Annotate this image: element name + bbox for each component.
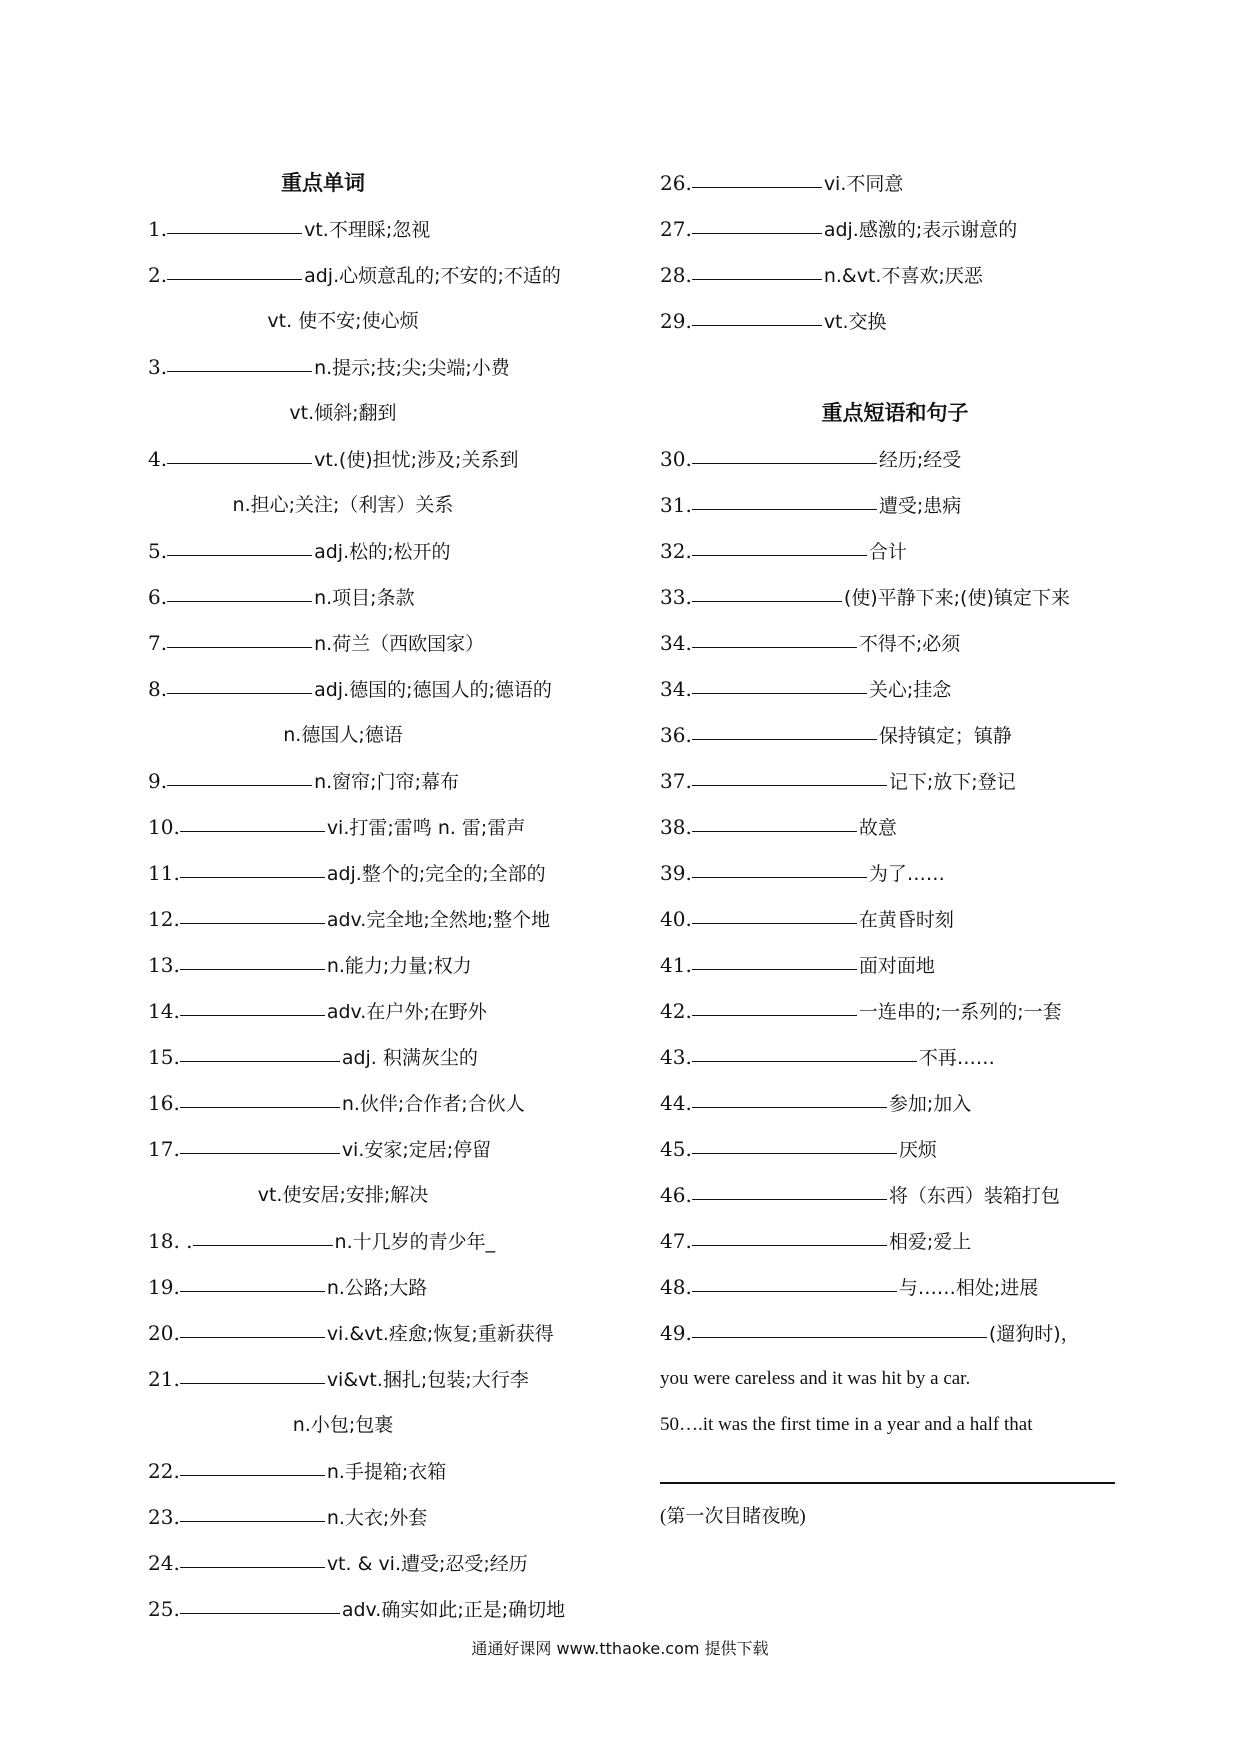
item-number: 5. [148,539,168,563]
item-meaning: vi.不同意 [823,173,904,195]
item-number: 38. [660,815,692,839]
item-number: 36. [660,723,692,747]
item-meaning: n.大衣;外套 [326,1507,428,1529]
item-meaning: (遛狗时)， [988,1323,1080,1345]
item-meaning: adv.完全地;全然地;整个地 [326,909,551,931]
item-meaning: adj.整个的;完全的;全部的 [326,863,546,885]
list-item [148,1034,638,1080]
item-number: 28. [660,263,692,287]
left-column [148,160,638,1632]
sentence-50: 50….it was the first time in a year and a half that [660,1414,1033,1435]
item-number: 27. [660,217,692,241]
item-meaning: 参加;加入 [888,1093,972,1115]
item-number: 6. [148,585,168,609]
item-meaning: adj.松的;松开的 [314,541,451,563]
answer-blank[interactable] [180,1589,340,1614]
item-number: 2. [148,263,168,287]
item-number: 4. [148,447,168,471]
list-item [660,1080,1130,1126]
item-number: 20. [148,1321,180,1345]
item-number: 15. [148,1045,180,1069]
answer-blank[interactable] [692,991,857,1016]
item-meaning: adj.德国的;德国人的;德语的 [314,679,552,701]
item-meaning: 将（东西）装箱打包 [888,1185,1060,1207]
item-meaning: vt. & vi.遭受;忍受;经历 [326,1553,528,1575]
answer-blank[interactable] [692,531,867,556]
item-number: 34. [660,631,692,655]
word-list [148,206,638,1632]
answer-blank[interactable] [692,807,857,832]
item-number: 8. [148,677,168,701]
list-item [660,1310,1130,1356]
item-number: 11. [148,861,180,885]
item-meaning: n.窗帘;门帘;幕布 [314,771,459,793]
list-item [148,1448,638,1494]
spacer [660,344,1130,390]
answer-blank[interactable] [692,1037,917,1062]
item-number: 13. [148,953,180,977]
item-number: 10. [148,815,180,839]
answer-blank[interactable] [167,531,312,556]
item-meaning: n.提示;技;尖;尖端;小费 [314,357,510,379]
item-meaning: vt.交换 [823,311,887,333]
list-item [148,942,638,988]
answer-blank[interactable] [167,255,302,280]
item-meaning: 故意 [858,817,897,839]
item-meaning: n.项目;条款 [314,587,415,609]
item-number: 23. [148,1505,180,1529]
item-number: 21. [148,1367,180,1391]
list-item [148,1126,638,1172]
item-meaning: adj.感激的;表示谢意的 [823,219,1018,241]
item-number: 47. [660,1229,692,1253]
item-number: 22. [148,1459,180,1483]
item-number: 25. [148,1597,180,1621]
item-meaning: 保持镇定；镇静 [878,725,1012,747]
list-item [148,1356,638,1402]
item-number: 1. [148,217,168,241]
list-item [148,896,638,942]
list-item [148,1586,638,1632]
list-item [660,1034,1130,1080]
right-column [660,160,1130,1540]
item-number: 14. [148,999,180,1023]
item-meaning: adv.在户外;在野外 [326,1001,487,1023]
item-meaning: 与……相处;进展 [898,1277,1039,1299]
answer-blank[interactable] [692,1221,887,1246]
list-item [660,436,1130,482]
answer-blank[interactable] [167,669,312,694]
list-item [148,206,638,252]
list-item [148,1310,638,1356]
list-item [660,1172,1130,1218]
list-item [660,804,1130,850]
item-number: 16. [148,1091,180,1115]
item-meaning: 厌烦 [898,1139,937,1161]
item-meaning: 相爱;爱上 [888,1231,972,1253]
item-number: 44. [660,1091,692,1115]
list-item [660,1264,1130,1310]
item-meaning-continued: n.小包;包裹 [292,1414,394,1436]
item-number: 45. [660,1137,692,1161]
sentence-50-note: (第一次目睹夜晚) [660,1506,806,1527]
list-item [660,620,1130,666]
item-number: 12. [148,907,180,931]
item-number: 46. [660,1183,692,1207]
answer-blank[interactable] [692,485,877,510]
answer-blank[interactable] [692,761,887,786]
list-item [660,712,1130,758]
item-meaning: 记下;放下;登记 [888,771,1016,793]
item-meaning: 面对面地 [858,955,935,977]
list-item [660,160,1130,206]
item-meaning: 不再…… [918,1047,995,1069]
list-item [148,344,638,390]
list-item [660,896,1130,942]
answer-blank[interactable] [180,1037,340,1062]
word-list-continued [660,160,1130,344]
item-meaning: vi&vt.捆扎;包装;大行李 [326,1369,529,1391]
list-item [148,804,638,850]
answer-blank[interactable] [167,347,312,372]
item-meaning-continued: n.德国人;德语 [283,724,403,746]
item-meaning: vt.不理睬;忽视 [304,219,431,241]
item-number: 32. [660,539,692,563]
item-number: 30. [660,447,692,471]
answer-blank[interactable] [692,1083,887,1108]
answer-blank[interactable] [692,945,857,970]
answer-blank[interactable] [692,715,877,740]
item-meaning-continued: vt.倾斜;翻到 [289,402,397,424]
item-meaning: vi.安家;定居;停留 [341,1139,492,1161]
item-meaning: 遭受;患病 [878,495,962,517]
list-item [660,528,1130,574]
item-meaning-continued: n.担心;关注;（利害）关系 [232,494,454,516]
answer-blank[interactable] [692,1313,987,1338]
answer-blank[interactable] [180,1359,325,1384]
item-meaning: 在黄昏时刻 [858,909,954,931]
item-number: 41. [660,953,692,977]
list-item [660,758,1130,804]
item-number: 3. [148,355,168,379]
item-meaning: n.公路;大路 [326,1277,428,1299]
answer-blank[interactable] [692,669,867,694]
item-meaning: adv.确实如此;正是;确切地 [341,1599,566,1621]
section-heading-phrases: 重点短语和句子 [821,400,969,425]
item-meaning: n.伙伴;合作者;合伙人 [341,1093,525,1115]
item-meaning: n.能力;力量;权力 [326,955,472,977]
answer-blank[interactable] [180,1083,340,1108]
sentence-49-continuation: you were careless and it was hit by a car. [660,1368,971,1389]
item-meaning: vt.(使)担忧;涉及;关系到 [314,449,519,471]
list-item [148,1218,638,1264]
item-number: 7. [148,631,168,655]
answer-blank[interactable] [692,577,842,602]
item-number: 37. [660,769,692,793]
item-number: 33. [660,585,692,609]
answer-blank[interactable] [692,209,822,234]
list-item [660,1218,1130,1264]
answer-blank[interactable] [167,439,312,464]
answer-blank[interactable] [180,1129,340,1154]
item-number: 39. [660,861,692,885]
sentence-50-answer-blank[interactable] [660,1448,1130,1494]
list-item [660,1126,1130,1172]
item-number: 17. [148,1137,180,1161]
answer-blank[interactable] [180,1543,325,1568]
answer-blank[interactable] [180,807,325,832]
list-item [148,988,638,1034]
list-item [148,1264,638,1310]
item-number: 42. [660,999,692,1023]
item-number: 19. [148,1275,180,1299]
list-item [148,1080,638,1126]
item-meaning: 为了…… [868,863,945,885]
item-meaning: n.&vt.不喜欢;厌恶 [823,265,983,287]
section-heading-words: 重点单词 [281,170,365,195]
list-item [660,482,1130,528]
phrase-list [660,436,1130,1356]
list-item [660,850,1130,896]
footer-credit: 通通好课网 www.tthaoke.com 提供下载 [471,1639,769,1658]
list-item [660,298,1130,344]
item-meaning-continued: vt. 使不安;使心烦 [267,310,419,332]
item-meaning: 关心;挂念 [868,679,952,701]
answer-blank[interactable] [692,439,877,464]
answer-blank[interactable] [692,1129,897,1154]
item-meaning: adj. 积满灰尘的 [341,1047,478,1069]
item-number: 34. [660,677,692,701]
list-item [660,942,1130,988]
item-meaning: 一连串的;一系列的;一套 [858,1001,1062,1023]
item-number: 9. [148,769,168,793]
answer-blank[interactable] [180,899,325,924]
item-meaning: (使)平静下来;(使)镇定下来 [843,587,1070,609]
answer-blank[interactable] [180,853,325,878]
list-item [148,252,638,298]
answer-blank[interactable] [193,1221,333,1246]
item-number: 48. [660,1275,692,1299]
answer-blank[interactable] [180,1497,325,1522]
item-meaning: 经历;经受 [878,449,962,471]
answer-blank[interactable] [180,1267,325,1292]
list-item [660,574,1130,620]
answer-blank[interactable] [180,1451,325,1476]
list-item [148,528,638,574]
item-meaning: n.荷兰（西欧国家） [314,633,485,655]
answer-blank[interactable] [167,623,312,648]
answer-blank[interactable] [692,853,867,878]
answer-blank[interactable] [180,1313,325,1338]
item-meaning: 合计 [868,541,907,563]
list-item [148,758,638,804]
list-item [660,206,1130,252]
item-meaning-continued: vt.使安居;安排;解决 [257,1184,429,1206]
answer-blank[interactable] [167,209,302,234]
list-item [148,436,638,482]
list-item [148,666,638,712]
answer-blank[interactable] [692,899,857,924]
answer-blank[interactable] [692,163,822,188]
item-meaning: vi.&vt.痊愈;恢复;重新获得 [326,1323,554,1345]
answer-blank[interactable] [180,991,325,1016]
answer-blank[interactable] [167,761,312,786]
answer-blank[interactable] [692,623,857,648]
item-meaning: n.手提箱;衣箱 [326,1461,447,1483]
list-item [660,666,1130,712]
item-number: 49. [660,1321,692,1345]
item-number: 24. [148,1551,180,1575]
answer-blank[interactable] [692,1267,897,1292]
answer-blank[interactable] [180,945,325,970]
item-meaning: n.十几岁的青少年_ [334,1231,496,1253]
list-item [148,620,638,666]
item-number: 40. [660,907,692,931]
item-number: 43. [660,1045,692,1069]
item-number: 18. . [148,1229,193,1253]
item-number: 26. [660,171,692,195]
answer-blank[interactable] [692,1175,887,1200]
item-meaning: vi.打雷;雷鸣 n. 雷;雷声 [326,817,526,839]
answer-blank[interactable] [692,301,822,326]
list-item [660,988,1130,1034]
item-number: 29. [660,309,692,333]
item-meaning: adj.心烦意乱的;不安的;不适的 [304,265,561,287]
answer-blank[interactable] [167,577,312,602]
list-item [148,850,638,896]
item-number: 31. [660,493,692,517]
list-item [660,252,1130,298]
list-item [148,1540,638,1586]
list-item [148,1494,638,1540]
list-item [148,574,638,620]
item-meaning: 不得不;必须 [858,633,961,655]
answer-blank[interactable] [692,255,822,280]
